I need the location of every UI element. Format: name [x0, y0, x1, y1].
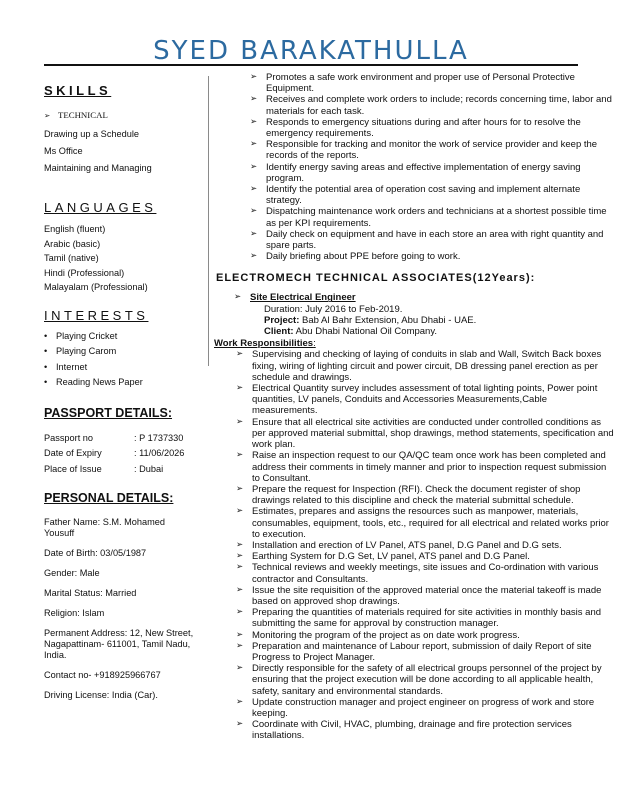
responsibility-item: ➢ Prepare the request for Inspection (RFI). Check the document register of shop drawings related to this discipline and check the material submittal schedule. — [252, 484, 614, 506]
duty-item: ➢ Daily briefing about PPE before going to work. — [266, 251, 614, 262]
personal-item: Permanent Address: 12, New Street, Nagapattinam- 611001, Tamil Nadu, India. — [44, 628, 194, 661]
language-item: English (fluent) — [44, 224, 106, 234]
responsibility-item: ➢ Earthing System for D.G Set, LV panel, ATS panel and D.G Panel. — [252, 551, 614, 562]
personal-item: Religion: Islam — [44, 608, 105, 619]
personal-item: Date of Birth: 03/05/1987 — [44, 548, 147, 559]
language-item: Hindi (Professional) — [44, 267, 125, 278]
interest-item: • Internet — [56, 360, 204, 376]
column-divider — [208, 76, 209, 366]
language-item: Arabic (basic) — [44, 238, 101, 249]
responsibility-item: ➢ Preparing the quantities of materials required for site activities in monthly basis and submitting the same for approval by construction manager. — [252, 607, 614, 629]
personal-item: Father Name: S.M. Mohamed Yousuff — [44, 517, 166, 539]
duty-item: ➢ Promotes a safe work environment and proper use of Personal Protective Equipment. — [266, 72, 614, 94]
personal-item: Driving License: India (Car). — [44, 690, 158, 701]
work-responsibilities-list — [214, 349, 614, 741]
name-underline — [44, 64, 578, 66]
responsibility-item: ➢ Preparation and maintenance of Labour report, submission of daily Report of site Progress to Project Manager. — [252, 641, 614, 663]
duty-item: ➢ Identify the potential area of operation cost saving and implement alternate strategy. — [266, 184, 614, 206]
personal-item: Contact no- +918925966767 — [44, 670, 161, 681]
duty-item: ➢ Dispatching maintenance work orders and technicians at a shortest possible time as per KPI requirements. — [266, 206, 614, 228]
interest-item: • Playing Carom — [56, 344, 204, 360]
language-item: Tamil (native) — [44, 253, 99, 264]
duty-item: ➢ Responds to emergency situations during and after hours for to resolve the emergency requirements. — [266, 117, 614, 139]
role-title: ➢ Site Electrical Engineer — [250, 292, 614, 303]
role-project: Project: Bab Al Bahr Extension, Abu Dhabi - UAE. — [264, 314, 477, 326]
responsibility-item: ➢ Monitoring the program of the project as on date work progress. — [252, 630, 614, 641]
responsibility-item: ➢ Update construction manager and project engineer on progress of work and store keeping. — [252, 697, 614, 719]
skills-heading: SKILLS — [44, 83, 112, 98]
responsibility-item: ➢ Ensure that all electrical site activities are conducted under controlled conditions as per approved material submittal, shop drawings, method statements, specification and work plan. — [252, 417, 614, 451]
responsibility-item: ➢ Issue the site requisition of the approved material once the material takeoff is made based on approved shop drawings. — [252, 585, 614, 607]
interest-item: • Reading News Paper — [56, 375, 204, 391]
responsibility-item: ➢ Directly responsible for the safety of all electrical groups personnel of the project by ensuring that the project execution will be done according to all applicable health, safety, sanitary and environmental standards. — [252, 663, 614, 697]
candidate-name: SYED BARAKATHULLA — [153, 36, 469, 66]
role-client: Client: Abu Dhabi National Oil Company. — [264, 326, 438, 338]
responsibility-item: ➢ Coordinate with Civil, HVAC, plumbing, drainage and fire protection services installations. — [252, 719, 614, 741]
interest-item: • Playing Cricket — [56, 329, 204, 345]
passport-row: Date of Expiry : 11/06/2026 — [44, 448, 185, 459]
languages-list — [44, 222, 204, 295]
skills-item: Maintaining and Managing — [44, 163, 152, 173]
role-block — [250, 292, 614, 337]
company-heading: ELECTROMECH TECHNICAL ASSOCIATES(12Years): — [216, 272, 536, 285]
responsibility-item: ➢ Installation and erection of LV Panel, ATS panel, D.G Panel and D.G sets. — [252, 540, 614, 551]
passport-details — [44, 431, 204, 478]
interests-list — [44, 329, 204, 391]
role-duration: Duration: July 2016 to Feb-2019. — [264, 303, 403, 315]
duty-item: ➢ Responsible for tracking and monitor the work of service provider and keep the records of the reports. — [266, 139, 614, 161]
personal-item: Gender: Male — [44, 568, 100, 579]
personal-item: Marital Status: Married — [44, 588, 137, 599]
passport-row: Place of Issue : Dubai — [44, 463, 164, 474]
arrow-icon: ➢ — [44, 111, 51, 120]
duty-item: ➢ Identify energy saving areas and effective implementation of energy saving program. — [266, 162, 614, 184]
responsibility-item: ➢ Raise an inspection request to our QA/QC team once work has been completed and address their comments in timely manner and prior to inspection request submission to Consultant. — [252, 450, 614, 484]
personal-heading: PERSONAL DETAILS: — [44, 491, 174, 506]
duty-item: ➢ Daily check on equipment and have in each store an area with right quantity and spare parts. — [266, 229, 614, 251]
language-item: Malayalam (Professional) — [44, 282, 148, 293]
skills-item: Ms Office — [44, 146, 83, 156]
responsibility-item: ➢ Supervising and checking of laying of conduits in slab and Wall, Switch Back boxes fixing, wiring of lighting circuit and power circuit, DB dressing panel erection as per schedule and drawings. — [252, 349, 614, 383]
work-responsibilities-heading: Work Responsibilities — [214, 338, 314, 350]
skills-item: ➢ TECHNICAL — [44, 110, 108, 120]
passport-heading: PASSPORT DETAILS: — [44, 405, 173, 420]
passport-row: Passport no : P 1737330 — [44, 432, 184, 443]
duties-list — [214, 72, 614, 262]
responsibility-item: ➢ Electrical Quantity survey includes assessment of total lighting points, Power point quantities, LV panels, Conduits and Accessories Measurements,Cable measurements. — [252, 383, 614, 417]
left-column — [44, 82, 204, 701]
duty-item: ➢ Receives and complete work orders to include; records concerning time, labor and materials for each task. — [266, 94, 614, 116]
personal-details — [44, 517, 204, 701]
skills-list — [44, 108, 204, 176]
languages-heading: LANGUAGES — [44, 200, 157, 215]
right-column: ➢ Promotes a safe work environment and proper use of Personal Protective Equipment. ➢ Receives and complete work orders to include; records concerning time, labor and materials for each task. ➢ Responds to emergency situations during and after hours for to resolve the emergency requirements. ➢ Responsible for tracking and monitor the work of service provider and keep the records of the reports. ➢ Identify energy saving areas and effective implementation of energy saving program. ➢ Identify the potential area of operation cost saving and implement alternate strategy. ➢ Dispatching maintenance work orders and technicians at a shortest possible time as per KPI requirements. ➢ Daily check on equipment and have in each store an area with right quantity and spare parts. ➢ Daily briefing about PPE before going to work. ELECTROMECH TECHNICAL ASSOCIATES(12Years): ➢ Site Electrical Engineer Duration: July 2016 to Feb-2019. Project: Bab Al Bahr Extension, Abu Dhabi - UAE. Client: Abu Dhabi National Oil Company. Work Responsibilities: ➢ Supervising and checking of laying of conduits in slab and Wall, Switch Back boxes fixing, wiring of lighting circuit and power circuit, DB dressing panel erection as per schedule and drawings. ➢ Electrical Quantity survey includes assessment of total lighting points, Power point quantities, LV panels, Conduits and Accessories Measurements,Cable measurements. ➢ Ensure that all electrical site activities are conducted under controlled conditions as per approved material submittal, shop drawings, method statements, specification and work plan. ➢ Raise an inspection request to our QA/QC team once work has been completed and address their comments in timely manner and prior to inspection request submission to Consultant. ➢ Prepare the request for Inspection (RFI). Check the document register of shop drawings related to this discipline and check the material submittal schedule. ➢ Estimates, prepares and assigns the resources such as manpower, materials, consumables, equipment, tools, etc., required for all electrical and related works prior to execution. ➢ Installation and erection of LV Panel, ATS panel, D.G Panel and D.G sets. ➢ Earthing System for D.G Set, LV panel, ATS panel and D.G Panel. ➢ Technical reviews and weekly meetings, site issues and Co-ordination with various contractor and Consultants. ➢ Issue the site requisition of the approved material once the material takeoff is made based on approved shop drawings. ➢ Preparing the quantities of materials required for site activities in monthly basis and submitting the same for approval by construction manager. ➢ Monitoring the program of the project as on date work progress. ➢ Preparation and maintenance of Labour report, submission of daily Report of site Progress to Project Manager. ➢ Directly responsible for the safety of all electrical groups personnel of the project by ensuring that the project execution will be done according to all applicable health, safety, sanitary and environmental standards. ➢ Update construction manager and project engineer on progress of work and store keeping. ➢ Coordinate with Civil, HVAC, plumbing, drainage and fire protection services installations. — [214, 72, 614, 742]
interests-heading: INTERESTS — [44, 307, 149, 323]
responsibility-item: ➢ Estimates, prepares and assigns the resources such as manpower, materials, consumables, equipment, tools, etc., required for all electrical and related works prior to execution. — [252, 506, 614, 540]
responsibility-item: ➢ Technical reviews and weekly meetings, site issues and Co-ordination with various contractor and Consultants. — [252, 562, 614, 584]
skills-item: Drawing up a Schedule — [44, 129, 139, 139]
